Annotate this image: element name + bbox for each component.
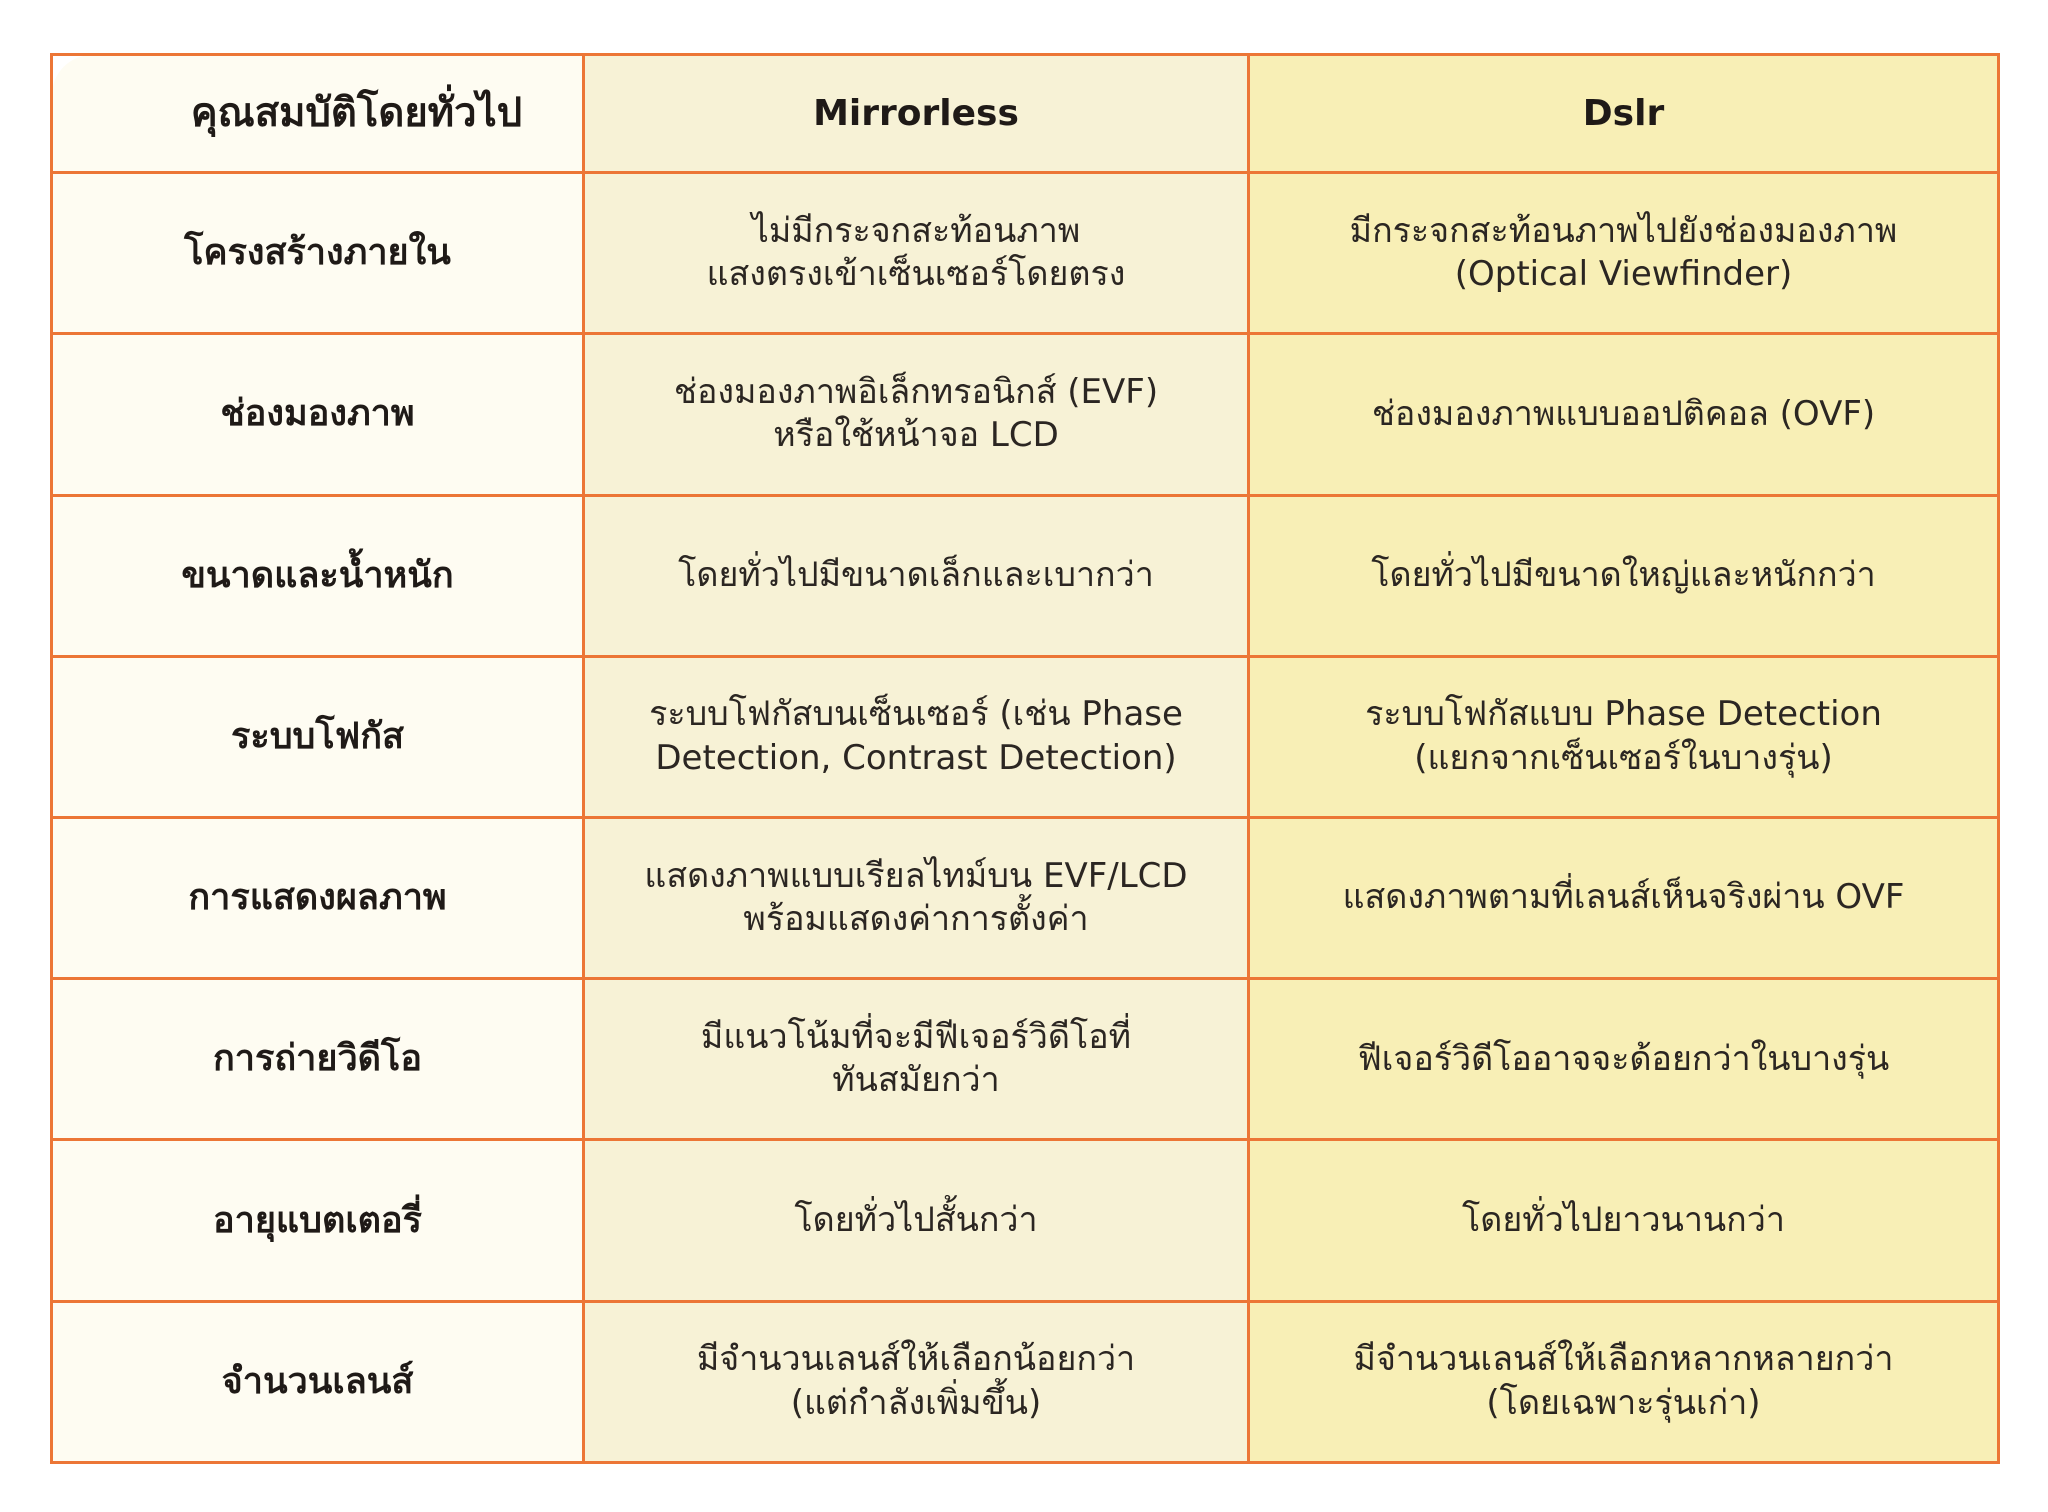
mirrorless-line: โดยทั่วไปสั้นกว่า bbox=[794, 1199, 1038, 1240]
feature-cell bbox=[52, 656, 584, 817]
table-row bbox=[52, 1140, 1999, 1301]
feature-cell bbox=[52, 495, 584, 656]
mirrorless-cell bbox=[584, 495, 1249, 656]
table-row bbox=[52, 656, 1999, 817]
dslr-line: โดยทั่วไปมีขนาดใหญ่และหนักกว่า bbox=[1371, 554, 1876, 595]
comparison-table-container bbox=[50, 53, 1997, 1464]
header-row bbox=[52, 55, 1999, 173]
header-mirrorless: Mirrorless bbox=[584, 55, 1249, 173]
table-row bbox=[52, 1301, 1999, 1462]
dslr-line: มีกระจกสะท้อนภาพไปยังช่องมองภาพ bbox=[1349, 210, 1898, 251]
table-row bbox=[52, 495, 1999, 656]
dslr-line: (Optical Viewfinder) bbox=[1454, 254, 1793, 295]
dslr-cell bbox=[1249, 334, 1999, 495]
feature-label: ช่องมองภาพ bbox=[220, 393, 415, 435]
comparison-table bbox=[50, 53, 2000, 1464]
dslr-line: (โดยเฉพาะรุ่นเก่า) bbox=[1486, 1382, 1761, 1423]
feature-cell bbox=[52, 334, 584, 495]
mirrorless-line: ระบบโฟกัสบนเซ็นเซอร์ (เช่น Phase bbox=[649, 694, 1183, 735]
mirrorless-line: แสดงภาพแบบเรียลไทม์บน EVF/LCD bbox=[644, 855, 1188, 896]
feature-cell bbox=[52, 979, 584, 1140]
mirrorless-line: พร้อมแสดงค่าการตั้งค่า bbox=[743, 899, 1089, 940]
dslr-cell bbox=[1249, 979, 1999, 1140]
feature-label: อายุแบตเตอรี่ bbox=[212, 1199, 422, 1241]
dslr-cell bbox=[1249, 656, 1999, 817]
table-row bbox=[52, 818, 1999, 979]
dslr-line: โดยทั่วไปยาวนานกว่า bbox=[1462, 1199, 1785, 1240]
table-row bbox=[52, 334, 1999, 495]
mirrorless-line: หรือใช้หน้าจอ LCD bbox=[773, 415, 1059, 456]
mirrorless-line: (แต่กำลังเพิ่มขึ้น) bbox=[790, 1382, 1042, 1423]
table-row bbox=[52, 979, 1999, 1140]
dslr-line: แสดงภาพตามที่เลนส์เห็นจริงผ่าน OVF bbox=[1342, 877, 1905, 918]
mirrorless-cell bbox=[584, 818, 1249, 979]
dslr-cell bbox=[1249, 173, 1999, 334]
mirrorless-line: ทันสมัยกว่า bbox=[832, 1060, 1000, 1101]
mirrorless-line: โดยทั่วไปมีขนาดเล็กและเบากว่า bbox=[678, 554, 1154, 595]
feature-cell bbox=[52, 1301, 584, 1462]
dslr-line: (แยกจากเซ็นเซอร์ในบางรุ่น) bbox=[1414, 737, 1833, 778]
feature-label: การถ่ายวิดีโอ bbox=[212, 1038, 422, 1080]
feature-label: ขนาดและน้ำหนัก bbox=[181, 554, 454, 596]
header-dslr: Dslr bbox=[1249, 55, 1999, 173]
mirrorless-line: มีแนวโน้มที่จะมีฟีเจอร์วิดีโอที่ bbox=[700, 1016, 1132, 1057]
feature-label: โครงสร้างภายใน bbox=[184, 232, 451, 274]
dslr-line: ระบบโฟกัสแบบ Phase Detection bbox=[1365, 694, 1882, 735]
mirrorless-cell bbox=[584, 979, 1249, 1140]
dslr-line: ฟีเจอร์วิดีโออาจจะด้อยกว่าในบางรุ่น bbox=[1357, 1038, 1890, 1079]
feature-cell bbox=[52, 173, 584, 334]
feature-label: การแสดงผลภาพ bbox=[188, 877, 447, 919]
mirrorless-cell bbox=[584, 656, 1249, 817]
mirrorless-line: ไม่มีกระจกสะท้อนภาพ bbox=[751, 210, 1081, 251]
mirrorless-line: แสงตรงเข้าเซ็นเซอร์โดยตรง bbox=[706, 254, 1126, 295]
mirrorless-cell bbox=[584, 1140, 1249, 1301]
table-row bbox=[52, 173, 1999, 334]
feature-label: ระบบโฟกัส bbox=[231, 715, 404, 757]
dslr-cell bbox=[1249, 818, 1999, 979]
feature-cell bbox=[52, 818, 584, 979]
mirrorless-cell bbox=[584, 173, 1249, 334]
dslr-line: ช่องมองภาพแบบออปติคอล (OVF) bbox=[1371, 393, 1876, 434]
dslr-cell bbox=[1249, 1301, 1999, 1462]
feature-cell bbox=[52, 1140, 584, 1301]
dslr-cell bbox=[1249, 495, 1999, 656]
feature-label: จำนวนเลนส์ bbox=[221, 1360, 414, 1402]
mirrorless-cell bbox=[584, 334, 1249, 495]
mirrorless-line: Detection, Contrast Detection) bbox=[655, 737, 1177, 778]
mirrorless-cell bbox=[584, 1301, 1249, 1462]
mirrorless-line: ช่องมองภาพอิเล็กทรอนิกส์ (EVF) bbox=[673, 371, 1159, 412]
dslr-cell bbox=[1249, 1140, 1999, 1301]
dslr-line: มีจำนวนเลนส์ให้เลือกหลากหลายกว่า bbox=[1353, 1339, 1894, 1380]
mirrorless-line: มีจำนวนเลนส์ให้เลือกน้อยกว่า bbox=[696, 1339, 1136, 1380]
header-feature: คุณสมบัติโดยทั่วไป bbox=[52, 55, 584, 173]
